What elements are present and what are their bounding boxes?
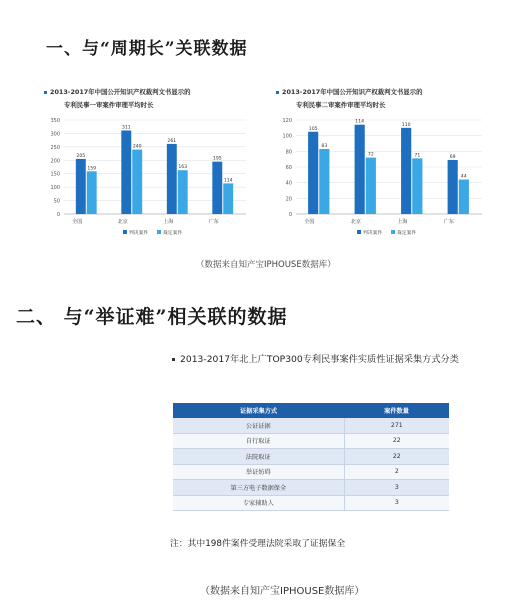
data-label: 44 <box>460 174 467 180</box>
y-tick-label: 300 <box>50 131 60 138</box>
cell-count: 271 <box>344 418 449 433</box>
x-tick-label: 广东 <box>208 219 219 225</box>
y-tick-label: 0 <box>288 212 292 218</box>
x-tick-label: 上海 <box>163 219 174 225</box>
bar <box>223 183 233 214</box>
y-tick-label: 250 <box>50 144 60 151</box>
data-label: 114 <box>355 119 365 125</box>
legend-label: 裁定案件 <box>397 231 417 236</box>
y-tick-label: 0 <box>56 212 60 218</box>
table-row <box>173 418 449 433</box>
y-tick-label: 50 <box>53 198 60 205</box>
x-tick-label: 北京 <box>350 219 361 225</box>
cell-count: 22 <box>344 449 449 465</box>
cell-method: 举证妨碍 <box>173 464 344 480</box>
y-tick-label: 40 <box>285 180 292 187</box>
table-row <box>173 464 449 480</box>
data-label: 195 <box>212 156 222 162</box>
data-label: 311 <box>121 125 131 131</box>
table-title <box>172 352 472 367</box>
bar <box>212 162 222 214</box>
cell-count: 2 <box>344 464 449 480</box>
chart2-title-line2: 专利民事二审案件审理平均时长 <box>296 101 386 109</box>
section2-heading: 二、 与“举证难”相关联的数据 <box>16 306 288 328</box>
y-tick-label: 100 <box>50 185 60 192</box>
legend-swatch <box>123 230 127 234</box>
cell-count: 3 <box>344 480 449 496</box>
section1-heading: 一、与“周期长”关联数据 <box>46 39 248 59</box>
table-row <box>173 433 449 449</box>
bar <box>87 171 97 214</box>
bar <box>366 158 376 214</box>
y-tick-label: 350 <box>50 118 60 124</box>
bar <box>448 160 458 214</box>
x-tick-label: 全国 <box>304 219 315 225</box>
column-header-method: 证据采集方式 <box>173 403 344 418</box>
data-label: 159 <box>87 166 97 172</box>
chart2-title-line1: 2013-2017年中国公开知识产权裁判文书显示的 <box>282 88 423 96</box>
chart2-title <box>276 86 422 112</box>
table-row <box>173 480 449 496</box>
legend-label: 判决案件 <box>129 231 149 236</box>
chart1-title <box>44 86 190 112</box>
data-label: 69 <box>449 154 456 160</box>
y-tick-label: 120 <box>282 118 292 124</box>
data-label: 114 <box>223 178 233 184</box>
x-tick-label: 广东 <box>443 219 454 225</box>
x-tick-label: 全国 <box>72 219 83 225</box>
y-tick-label: 200 <box>50 158 60 165</box>
data-label: 72 <box>367 152 374 158</box>
bar <box>308 132 318 214</box>
x-tick-label: 上海 <box>397 219 408 225</box>
bullet-icon <box>172 358 175 361</box>
bar <box>401 128 411 214</box>
evidence-table <box>173 403 449 511</box>
table-footnote: 注：其中198件案件受理法院采取了证据保全 <box>170 539 346 549</box>
bullet-icon <box>44 91 47 94</box>
data-label: 205 <box>76 153 86 159</box>
cell-method: 法院取证 <box>173 449 344 465</box>
bar <box>167 144 177 214</box>
y-tick-label: 60 <box>285 165 292 171</box>
bar <box>178 170 188 214</box>
table-title-text: 2013-2017年北上广TOP300专利民事案件实质性证据采集方式分类 <box>180 354 459 365</box>
data-label: 105 <box>308 126 318 132</box>
y-tick-label: 100 <box>282 133 292 140</box>
data-label: 163 <box>178 165 188 171</box>
cell-method: 自行取证 <box>173 433 344 449</box>
legend-swatch <box>357 230 361 234</box>
bar <box>132 150 142 214</box>
chart-second-instance <box>268 84 492 250</box>
data-label: 71 <box>414 153 421 159</box>
chart-first-instance <box>36 84 256 250</box>
data-label: 240 <box>132 144 142 150</box>
cell-count: 3 <box>344 495 449 511</box>
bar <box>459 180 469 214</box>
bullet-icon <box>276 91 279 94</box>
y-tick-label: 80 <box>285 149 292 156</box>
cell-method: 第三方电子数据保全 <box>173 480 344 496</box>
bar <box>319 149 329 214</box>
data-label: 261 <box>167 138 177 144</box>
chart1-plot <box>36 114 256 250</box>
x-tick-label: 北京 <box>117 219 128 225</box>
data-label: 83 <box>321 143 328 149</box>
chart2-plot <box>268 114 492 250</box>
y-tick-label: 150 <box>50 171 60 178</box>
column-header-count: 案件数量 <box>344 403 449 418</box>
cell-method: 专家辅助人 <box>173 495 344 511</box>
legend-swatch <box>157 230 161 234</box>
data-label: 110 <box>401 122 411 128</box>
y-tick-label: 20 <box>285 196 292 203</box>
table-row <box>173 495 449 511</box>
legend-label: 判决案件 <box>363 231 383 236</box>
table-header-row <box>173 403 449 418</box>
bar <box>412 158 422 214</box>
bar <box>121 130 131 214</box>
cell-count: 22 <box>344 433 449 449</box>
table-row <box>173 449 449 465</box>
chart1-title-line1: 2013-2017年中国公开知识产权裁判文书显示的 <box>50 88 191 96</box>
source-note-2: （数据来自知产宝IPHOUSE数据库） <box>200 586 365 597</box>
bar <box>355 125 365 214</box>
bar <box>76 159 86 214</box>
source-note-1: （数据来自知产宝IPHOUSE数据库） <box>196 260 336 270</box>
cell-method: 公证证据 <box>173 418 344 433</box>
legend-swatch <box>391 230 395 234</box>
legend-label: 裁定案件 <box>163 231 183 236</box>
chart1-title-line2: 专利民事一审案件审理平均时长 <box>64 101 154 109</box>
